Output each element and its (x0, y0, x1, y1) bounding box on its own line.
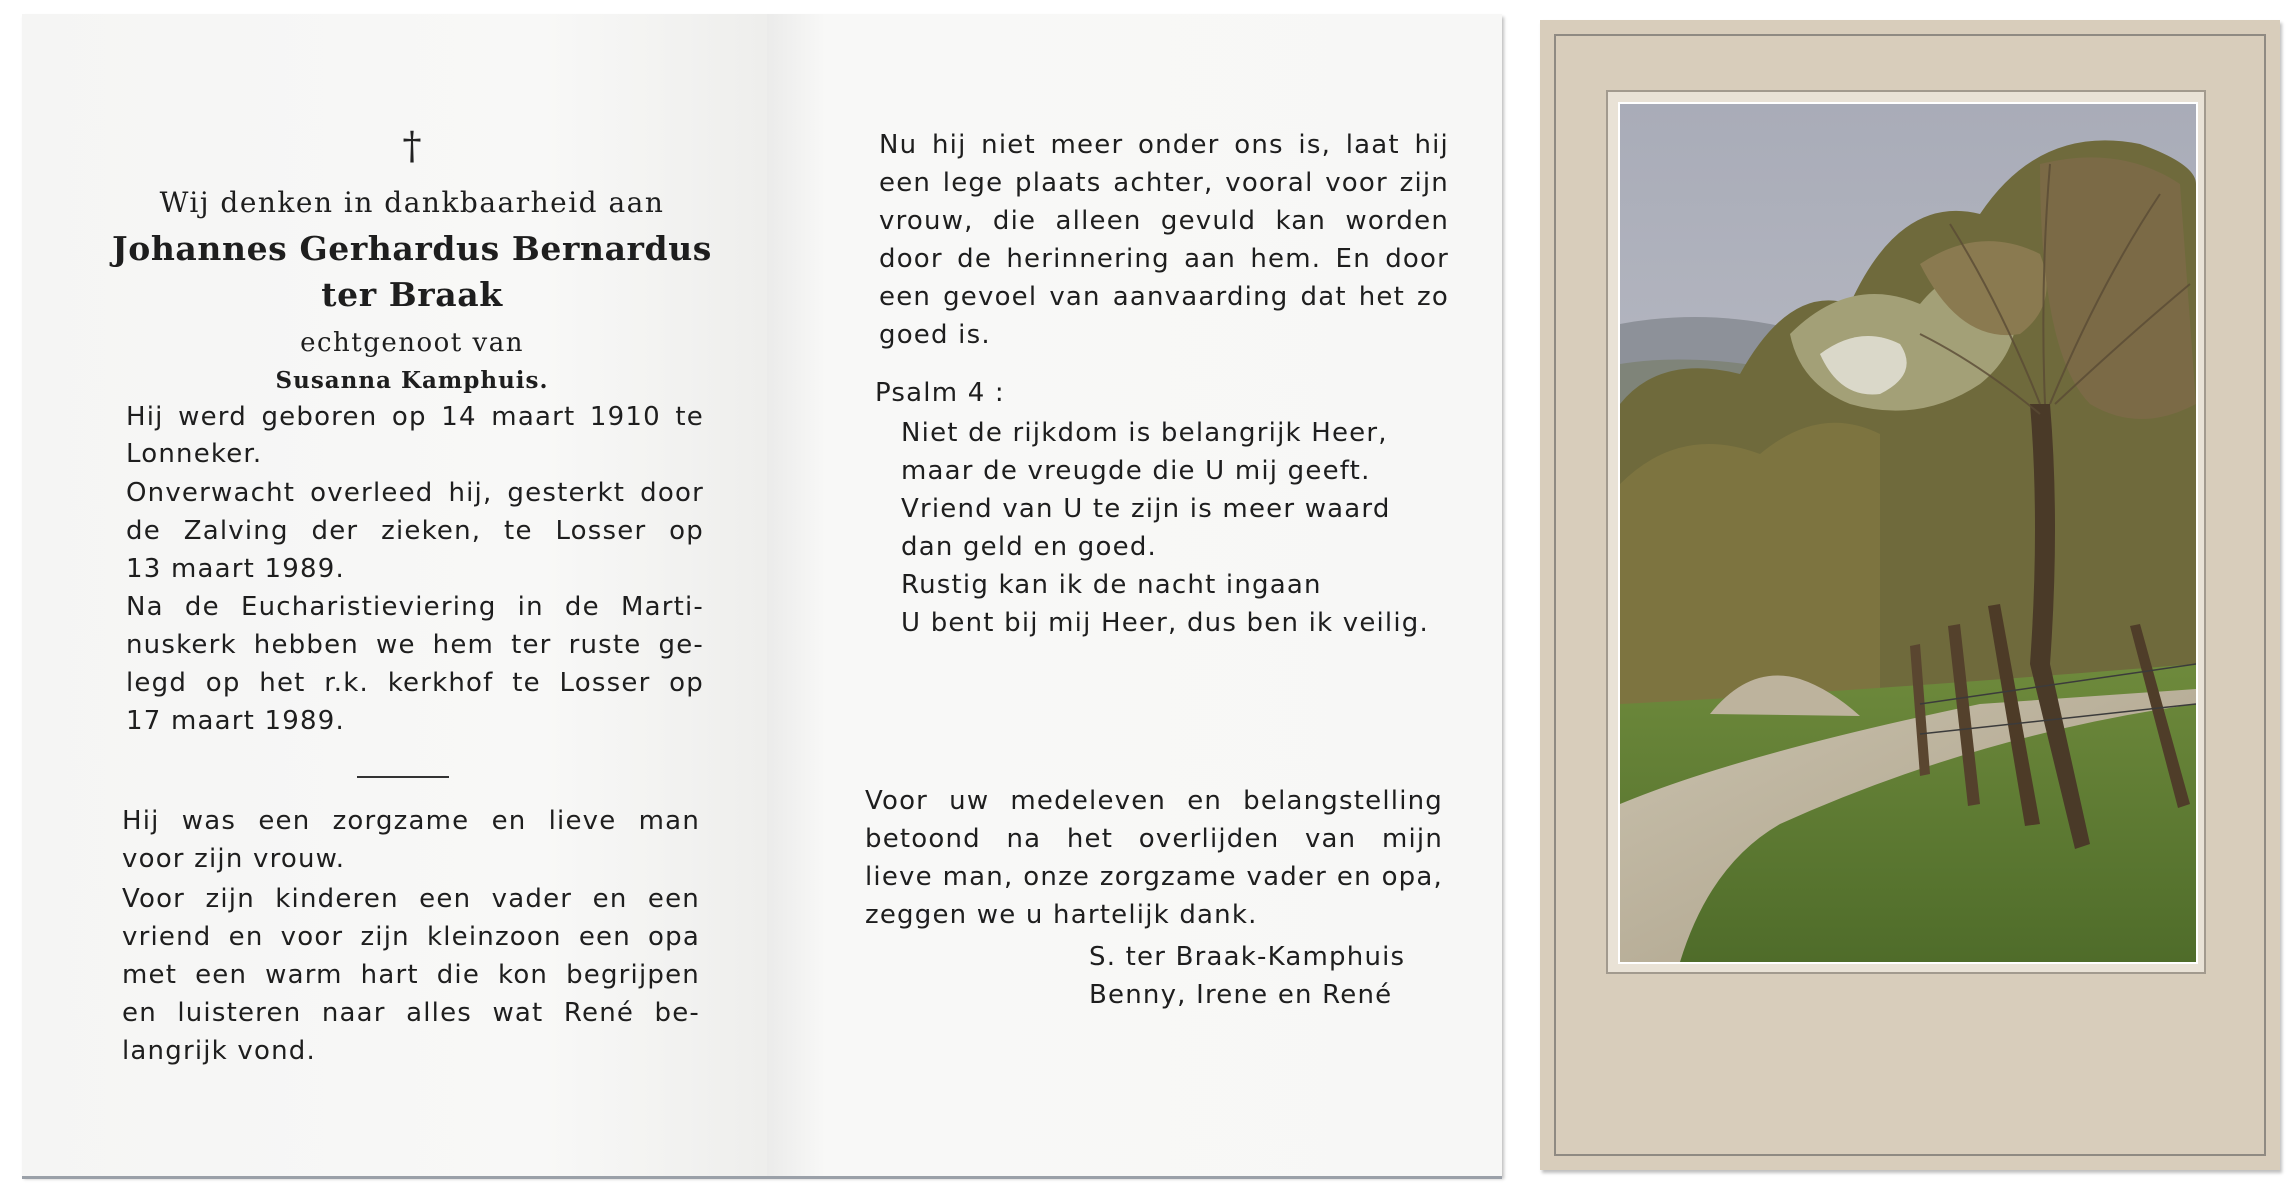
spouse-name: Susanna Kamphuis. (275, 367, 549, 394)
tribute-line: en luisteren naar alles wat René be- (122, 998, 700, 1028)
card-left-panel (22, 14, 767, 1176)
bio-line: 13 maart 1989. (126, 554, 345, 584)
bio-line: Na de Eucharistieviering in de Marti- (126, 592, 704, 622)
message-line: goed is. (879, 320, 991, 350)
psalm-line: Rustig kan ik de nacht ingaan (901, 570, 1322, 600)
landscape-photo (1618, 102, 2198, 964)
psalm-title: Psalm 4 : (875, 378, 1005, 408)
tribute-line: vriend en voor zijn kleinzoon een opa (122, 922, 700, 952)
landscape-illustration (1620, 104, 2196, 962)
bio-line: nuskerk hebben we hem ter ruste ge- (126, 630, 704, 660)
thanks-line: Voor uw medeleven en belangstelling (865, 786, 1443, 816)
message-line: Nu hij niet meer onder ons is, laat hij (879, 130, 1449, 160)
picture-card (1540, 20, 2280, 1170)
bio-line: Onverwacht overleed hij, gesterkt door (126, 478, 704, 508)
tribute-line: Hij was een zorgzame en lieve man (122, 806, 700, 836)
card-right-panel (767, 14, 1502, 1176)
psalm-line: Niet de rijkdom is belangrijk Heer, (901, 418, 1388, 448)
divider (357, 776, 449, 778)
spouse-intro: echtgenoot van (300, 328, 524, 358)
message-line: door de herinnering aan hem. En door (879, 244, 1449, 274)
deceased-name-line2: ter Braak (321, 275, 503, 314)
thanks-line: zeggen we u hartelijk dank. (865, 900, 1258, 930)
deceased-name-line1: Johannes Gerhardus Bernardus (112, 229, 712, 268)
bio-line: legd op het r.k. kerkhof te Losser op (126, 668, 704, 698)
signature-line: Benny, Irene en René (1089, 980, 1393, 1010)
memorial-card (22, 14, 1502, 1176)
psalm-line: Vriend van U te zijn is meer waard (901, 494, 1391, 524)
bio-line: Hij werd geboren op 14 maart 1910 te (126, 402, 704, 432)
signature-line: S. ter Braak-Kamphuis (1089, 942, 1406, 972)
cross-icon: † (402, 124, 422, 168)
thanks-line: lieve man, onze zorgzame vader en opa, (865, 862, 1443, 892)
message-line: een lege plaats achter, vooral voor zijn (879, 168, 1449, 198)
psalm-line: U bent bij mij Heer, dus ben ik veilig. (901, 608, 1429, 638)
tribute-line: Voor zijn kinderen een vader en een (122, 884, 700, 914)
bio-line: Lonneker. (126, 439, 263, 469)
psalm-line: dan geld en goed. (901, 532, 1157, 562)
thanks-line: betoond na het overlijden van mijn (865, 824, 1443, 854)
psalm-line: maar de vreugde die U mij geeft. (901, 456, 1371, 486)
message-line: vrouw, die alleen gevuld kan worden (879, 206, 1449, 236)
bio-line: 17 maart 1989. (126, 706, 345, 736)
tribute-line: voor zijn vrouw. (122, 844, 346, 874)
message-line: een gevoel van aanvaarding dat het zo (879, 282, 1449, 312)
card-edge (22, 1176, 1502, 1179)
tribute-line: met een warm hart die kon begrijpen (122, 960, 700, 990)
intro-text: Wij denken in dankbaarheid aan (159, 186, 665, 219)
bio-line: de Zalving der zieken, te Losser op (126, 516, 704, 546)
tribute-line: langrijk vond. (122, 1036, 316, 1066)
